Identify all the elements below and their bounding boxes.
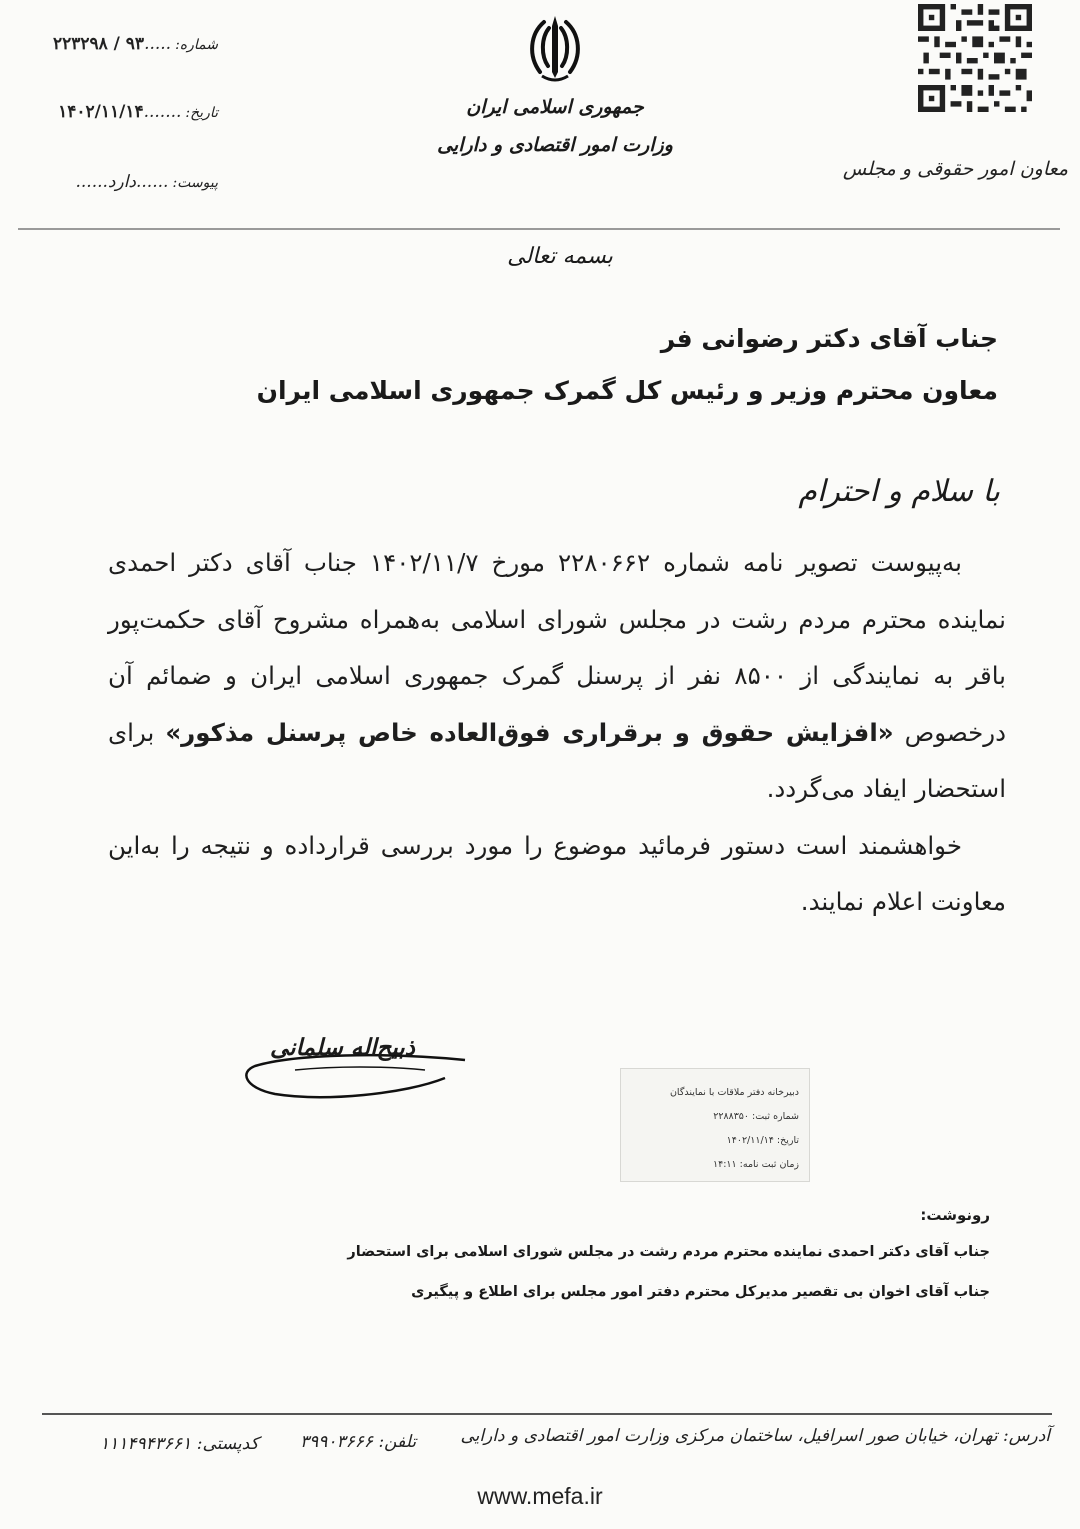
footer-postal-code: کدپستی: ۱۱۱۴۹۴۳۶۶۱ — [100, 1434, 259, 1454]
letter-attachment: پیوست:......دارد...... — [75, 172, 218, 192]
cc-label: رونوشت: — [920, 1206, 990, 1224]
body-p1-subject: «افزایش حقوق و برقراری فوق‌العاده خاص پرسنل مذکور» — [165, 717, 894, 747]
letter-attachment-value: دارد — [107, 172, 136, 192]
stamp-line-1: دبیرخانه دفتر ملاقات با نمایندگان — [669, 1087, 799, 1098]
footer-website: www.mefa.ir — [477, 1483, 603, 1509]
basmala: بسمه تعالی — [507, 244, 613, 269]
letter-date: تاریخ:.......۱۴۰۲/۱۱/۱۴ — [58, 102, 218, 122]
letter-body — [108, 535, 1006, 931]
iran-emblem-icon — [520, 12, 590, 90]
letter-attachment-label: پیوست: — [172, 175, 218, 191]
cc-line-1: جناب آقای دکتر احمدی نماینده محترم مردم رشت در مجلس شورای اسلامی برای استحضار — [347, 1244, 990, 1260]
addressee-title: معاون محترم وزیر و رئیس کل گمرک جمهوری اسلامی ایران — [256, 376, 998, 405]
signatory-name: ذبیح‌اله سلمانی — [270, 1034, 415, 1061]
cc-line-2: جناب آقای اخوان بی تقصیر مدیرکل محترم دفتر امور مجلس برای اطلاع و پیگیری — [411, 1284, 990, 1300]
letter-number-value: ۹۳ / ۲۲۳۲۹۸ — [52, 34, 145, 54]
greeting: با سلام و احترام — [798, 474, 1000, 509]
stamp-line-4: زمان ثبت نامه: ۱۴:۱۱ — [713, 1159, 799, 1170]
addressee-name: جناب آقای دکتر رضوانی فر — [660, 324, 998, 353]
department-title: معاون امور حقوقی و مجلس — [842, 158, 1068, 180]
body-paragraph-1 — [108, 535, 1006, 818]
emblem-block — [470, 12, 640, 90]
footer-phone: تلفن: ۳۹۹۰۳۶۶۶ — [300, 1432, 417, 1452]
stamp-line-2: شماره ثبت: ۲۲۸۸۳۵۰ — [713, 1111, 799, 1122]
letter-number-label: شماره: — [175, 37, 218, 53]
letter-date-value: ۱۴۰۲/۱۱/۱۴ — [58, 102, 144, 122]
stamp-line-3: تاریخ: ۱۴۰۲/۱۱/۱۴ — [726, 1135, 799, 1146]
letter-date-label: تاریخ: — [185, 105, 218, 121]
letter-number: شماره:.....۹۳ / ۲۲۳۲۹۸ — [52, 34, 218, 54]
body-p1-end: برای استحضار ایفاد می‌گردد. — [108, 717, 1006, 803]
government-name: جمهوری اسلامی ایران — [466, 96, 644, 118]
body-p1-start: به‌پیوست تصویر نامه شماره ۲۲۸۰۶۶۲ مورخ ۱۴۰۲/۱۱/۷ جناب آقای دکتر احمدی نماینده محترم مردم رشت در مجلس شورای اسلامی به‌همراه مشروح آقای حکمت‌پور باقر به نمایندگی از ۸۵۰۰ نفر از پرسنل گمرک جمهوری اسلامی ایران و ضمائم آن درخصوص — [108, 548, 1006, 747]
header-divider — [18, 228, 1060, 230]
ministry-name: وزارت امور اقتصادی و دارایی — [437, 134, 673, 156]
qr-code — [918, 4, 1032, 112]
body-paragraph-2: خواهشمند است دستور فرمائید موضوع را مورد بررسی قرارداده و نتیجه را به‌این معاونت اعلام نمایند. — [108, 830, 1006, 916]
footer-divider — [42, 1413, 1052, 1415]
footer-address: آدرس: تهران، خیابان صور اسرافیل، ساختمان مرکزی وزارت امور اقتصادی و دارایی — [460, 1426, 1050, 1446]
registration-stamp — [620, 1068, 810, 1182]
